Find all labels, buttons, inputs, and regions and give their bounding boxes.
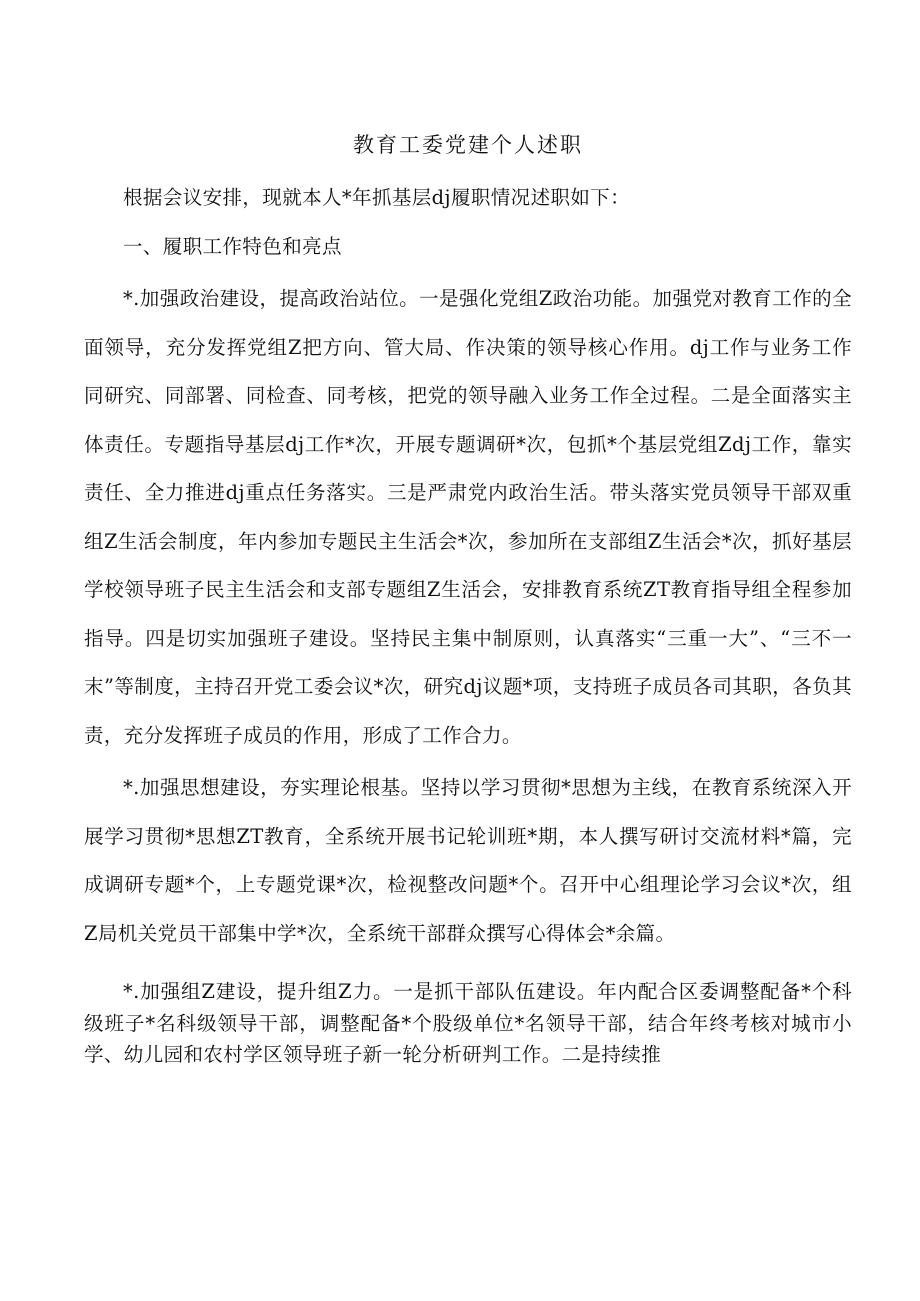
paragraph-political-building: *.加强政治建设，提高政治站位。一是强化党组Z政治功能。加强党对教育工作的全面领导，充分发挥党组Z把方向、管大局、作决策的领导核心作用。dj工作与业务工作同研究、同部署、同检查、同考核，把党的领导融入业务工作全过程。二是全面落实主体责任。专题指导基层dj工作*次，开展专题调研*次，包抓*个基层党组Zdj工作，靠实责任、全力推进dj重点任务落实。三是严肃党内政治生活。带头落实党员领导干部双重组Z生活会制度，年内参加专题民主生活会*次，参加所在支部组Z生活会*次，抓好基层学校领导班子民主生活会和支部专题组Z生活会，安排教育系统ZT教育指导组全程参加指导。四是切实加强班子建设。坚持民主集中制原则，认真落实“三重一大”、“三不一末”等制度，主持召开党工委会议*次，研究dj议题*项，支持班子成员各司其职，各负其责，充分发挥班子成员的作用，形成了工作合力。 bbox=[84, 287, 852, 747]
paragraph-ideological-building: *.加强思想建设，夯实理论根基。坚持以学习贯彻*思想为主线，在教育系统深入开展学习贯彻*思想ZT教育，全系统开展书记轮训班*期，本人撰写研讨交流材料*篇，完成调研专题*个，上专题党课*次，检视整改问题*个。召开中心组理论学习会议*次，组Z局机关党员干部集中学*次，全系统干部群众撰写心得体会*余篇。 bbox=[84, 776, 852, 945]
section-heading: 一、履职工作特色和亮点 bbox=[123, 234, 342, 258]
intro-paragraph: 根据会议安排，现就本人*年抓基层dj履职情况述职如下： bbox=[123, 186, 631, 209]
paragraph-organizational-building: *.加强组Z建设，提升组Z力。一是抓干部队伍建设。年内配合区委调整配备*个科级班子*名科级领导干部，调整配备*个股级单位*名领导干部，结合年终考核对城市小学、幼儿园和农村学区领导班子新一轮分析研判工作。二是持续推 bbox=[84, 980, 852, 1066]
document-page bbox=[84, 112, 852, 1071]
document-title: 教育工委党建个人述职 bbox=[353, 133, 583, 157]
